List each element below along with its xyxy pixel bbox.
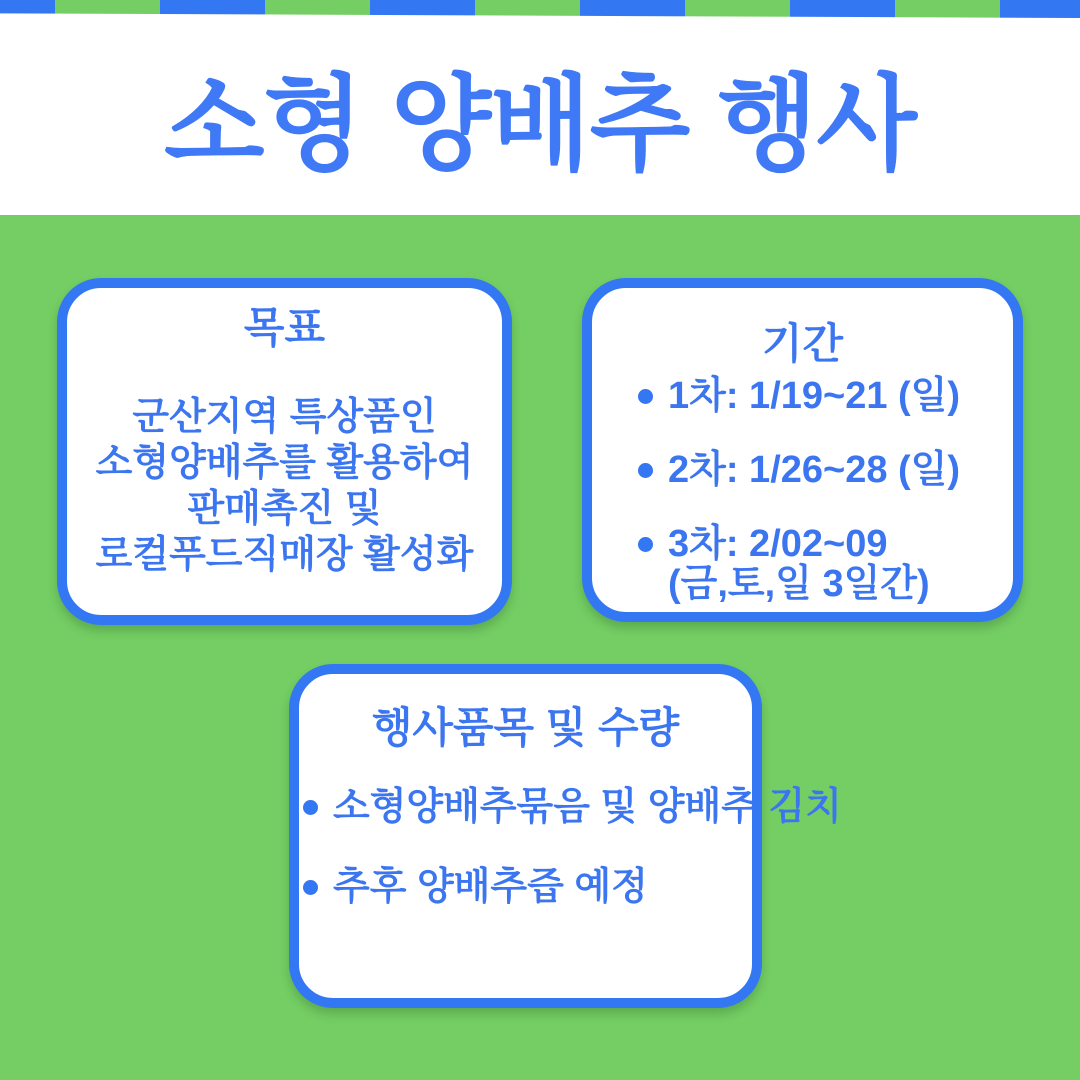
bullet-dot-icon <box>638 537 653 552</box>
items-card-title: 행사품목 및 수량 <box>371 704 680 751</box>
bullet-dot-icon <box>638 463 653 478</box>
goal-line: 로컬푸드직매장 활성화 <box>95 534 474 576</box>
period-item-text: 2차: 1/26~28 (일) <box>668 449 961 491</box>
bullet-dot-icon <box>303 880 318 895</box>
items-item-text: 소형양배추묶음 및 양배추 김치 <box>333 786 842 828</box>
period-list-item <box>638 450 1003 490</box>
period-list <box>592 376 1013 604</box>
bullet-dot-icon <box>638 389 653 404</box>
goal-card-title: 목표 <box>243 304 326 351</box>
goal-card <box>57 278 512 625</box>
content-area <box>0 215 1080 1080</box>
blue-stripe-block <box>580 0 685 18</box>
period-item-text: 1차: 1/19~21 (일) <box>668 375 961 417</box>
green-stripe-block <box>475 0 580 18</box>
items-list <box>299 786 842 908</box>
goal-card-body <box>67 394 502 578</box>
blue-stripe-block <box>1000 0 1080 18</box>
green-stripe-block <box>895 0 1000 18</box>
period-list-item <box>638 376 1003 416</box>
items-list-item <box>303 866 742 908</box>
page-title: 소형 양배추 행사 <box>163 66 917 183</box>
items-card <box>289 664 842 1008</box>
items-list-item <box>303 786 842 828</box>
period-card <box>582 278 1023 622</box>
goal-line: 군산지역 특상품인 <box>132 396 437 438</box>
blue-stripe-block <box>790 0 895 18</box>
green-stripe-block <box>685 0 790 18</box>
period-card-title: 기간 <box>761 320 844 367</box>
period-list-item <box>638 524 1003 604</box>
bullet-dot-icon <box>303 800 318 815</box>
items-item-text: 추후 양배추즙 예정 <box>333 866 648 908</box>
period-item-text: 3차: 2/02~09 (금,토,일 3일간) <box>668 523 930 605</box>
goal-line: 소형양배추를 활용하여 <box>95 442 474 484</box>
goal-line: 판매촉진 및 <box>187 488 382 530</box>
header-band <box>0 0 1080 215</box>
